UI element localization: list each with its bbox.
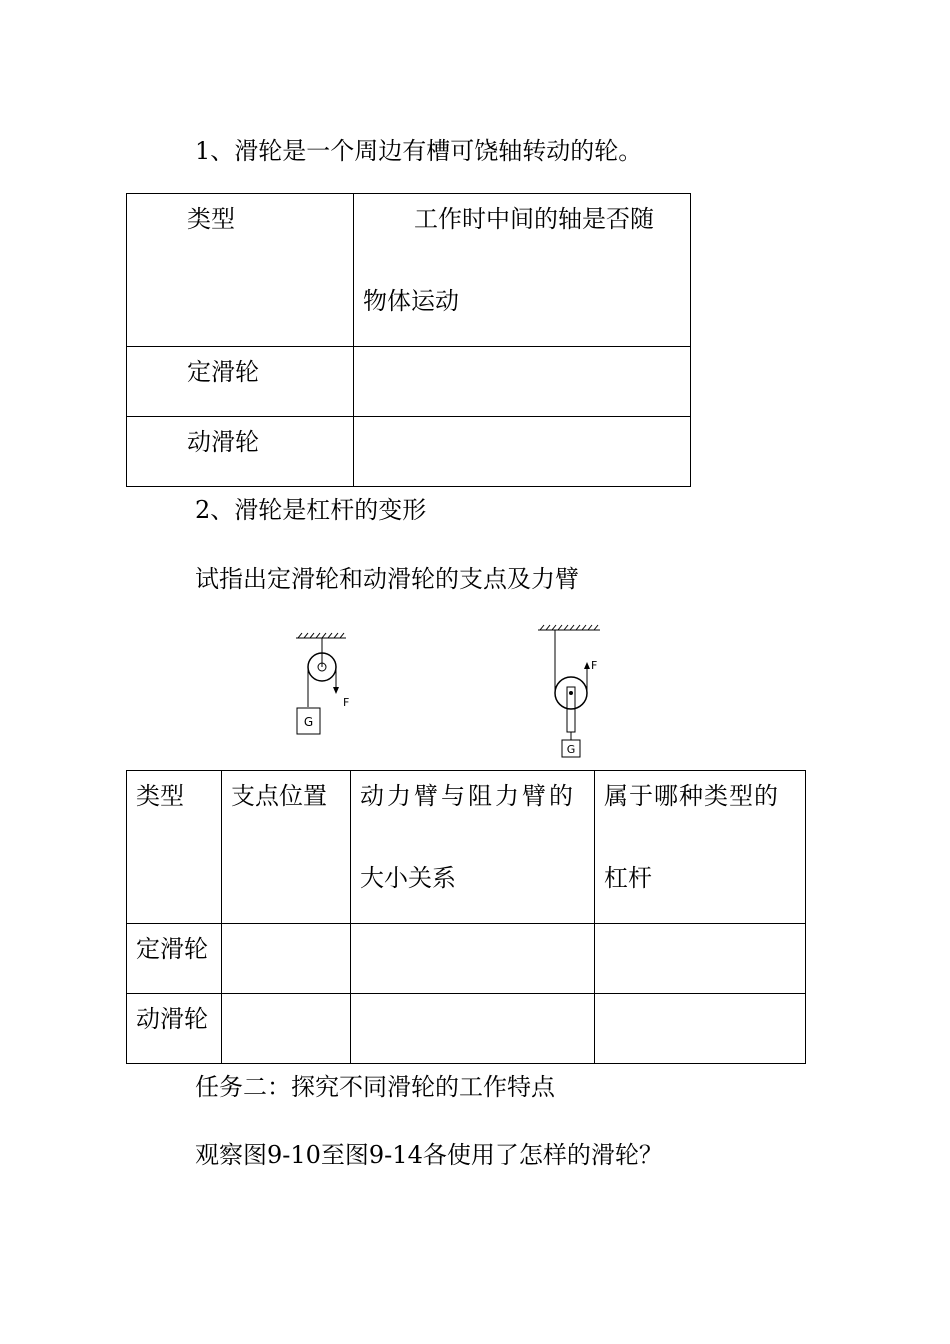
table-cell [354, 347, 691, 417]
row-type-label: 动滑轮 [136, 1005, 208, 1033]
table-header-cell [222, 771, 351, 924]
table-row [127, 194, 691, 347]
force-label: F [343, 696, 350, 709]
task2-question: 观察图9-10至图9-14各使用了怎样的滑轮？ [195, 1141, 663, 1169]
table-cell [354, 417, 691, 487]
table-cell [127, 994, 222, 1064]
table-row [127, 994, 806, 1064]
table-cell [222, 924, 351, 994]
pulley-axle-icon [569, 691, 573, 695]
force-label: F [591, 659, 598, 672]
table-cell [351, 994, 595, 1064]
header-type-label: 类型 [187, 205, 235, 233]
header-axis-line1: 工作时中间的轴是否随 [414, 205, 654, 233]
table-cell [127, 417, 354, 487]
table-row [127, 347, 691, 417]
table-row [127, 417, 691, 487]
section1-heading: 1、滑轮是一个周边有槽可饶轴转动的轮。 [195, 137, 643, 165]
header-type-label: 类型 [136, 782, 184, 810]
weight-label: G [566, 743, 576, 756]
header-axis-line2: 物体运动 [363, 287, 459, 315]
header-arms-line1: 动力臂与阻力臂的 [360, 782, 576, 810]
section2-instruction: 试指出定滑轮和动滑轮的支点及力臂 [195, 565, 579, 593]
fixed-pulley-diagram [286, 628, 366, 740]
pulley-lever-table [126, 770, 806, 1064]
row-type-label: 动滑轮 [187, 428, 259, 456]
table-row [127, 924, 806, 994]
row-type-label: 定滑轮 [136, 935, 208, 963]
header-lever-line2: 杠杆 [604, 864, 652, 892]
table-cell [222, 994, 351, 1064]
table-header-cell [127, 771, 222, 924]
table-cell [127, 924, 222, 994]
table-header-cell [595, 771, 806, 924]
weight-label: G [303, 715, 314, 729]
header-fulcrum-label: 支点位置 [231, 782, 327, 810]
row-type-label: 定滑轮 [187, 358, 259, 386]
table-cell [351, 924, 595, 994]
header-arms-line2: 大小关系 [360, 864, 456, 892]
table-cell [595, 924, 806, 994]
pulley-axis-table [126, 193, 691, 487]
task2-heading: 任务二：探究不同滑轮的工作特点 [195, 1073, 555, 1101]
table-header-cell [127, 194, 354, 347]
table-row [127, 771, 806, 924]
movable-pulley-diagram [528, 622, 608, 760]
header-lever-line1: 属于哪种类型的 [604, 782, 779, 810]
ceiling-hatch-icon [296, 633, 346, 638]
force-arrow-icon [584, 662, 590, 669]
force-arrow-icon [333, 687, 339, 694]
table-header-cell [354, 194, 691, 347]
section2-heading: 2、滑轮是杠杆的变形 [195, 496, 427, 524]
ceiling-hatch-icon [538, 625, 600, 630]
table-header-cell [351, 771, 595, 924]
table-cell [595, 994, 806, 1064]
table-cell [127, 347, 354, 417]
